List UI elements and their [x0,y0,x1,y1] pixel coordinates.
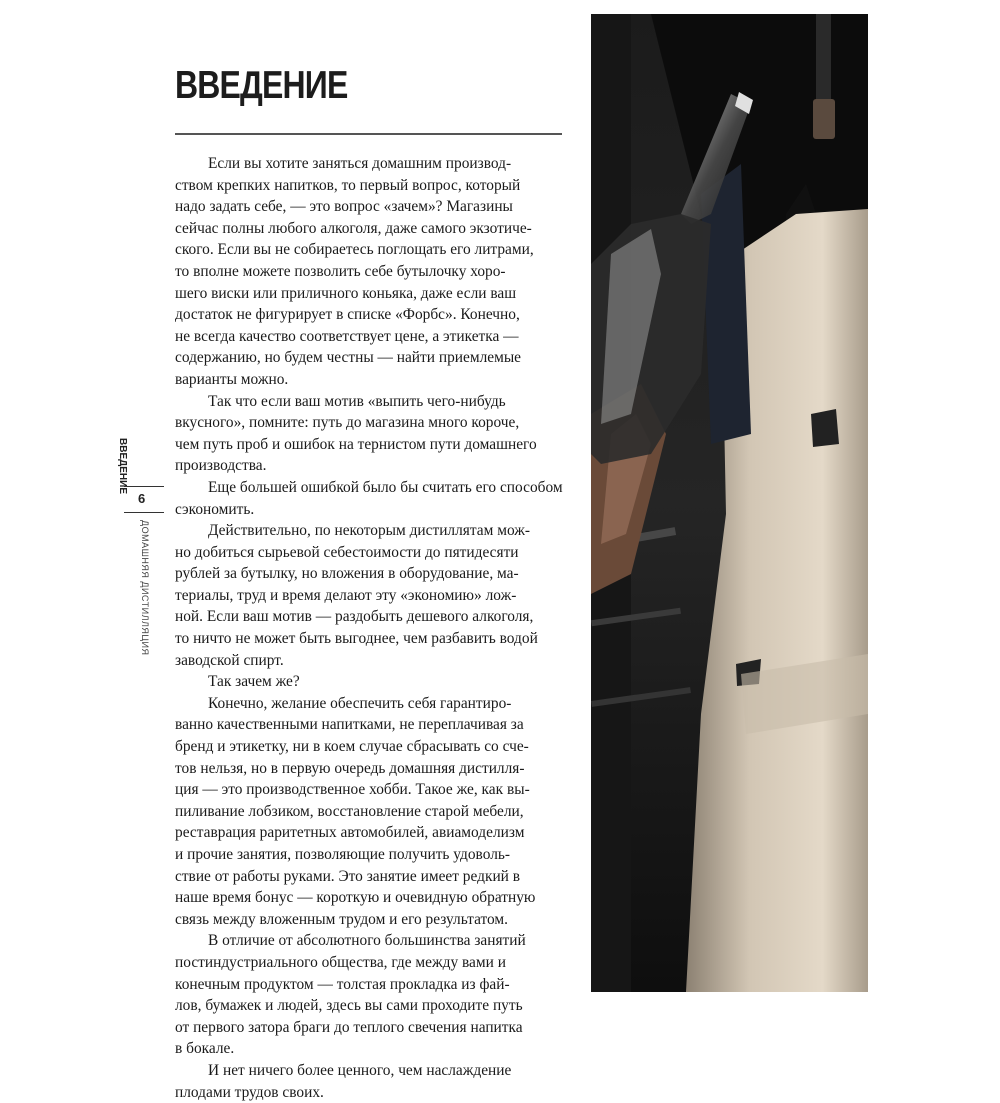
text-line: заводской спирт. [175,651,284,669]
text-line: сэкономить. [175,500,255,518]
text-line: то ничто не может быть выгоднее, чем разбавить водой [175,630,538,648]
text-line: пиливание лобзиком, восстановление старой мебели, [175,802,524,820]
text-line: ной. Если ваш мотив — раздобыть дешевого алкоголя, [175,608,534,626]
text-line: и прочие занятия, позволяющие получить удоволь- [175,846,511,863]
text-line: рублей за бутылку, но вложения в оборудование, ма- [175,565,519,583]
text-line: плодами трудов своих. [175,1083,324,1101]
margin-book-title: ДОМАШНЯЯ ДИСТИЛЛЯЦИЯ [140,520,150,656]
text-line: ция — это производственное хобби. Такое же, как вы- [175,781,530,799]
text-line: достаток не фигурирует в списке «Форбс». Конечно, [175,306,520,324]
title-divider [175,133,562,135]
text-line: конечным продуктом — толстая прокладка из фай- [175,975,510,993]
page-title: ВВЕДЕНИЕ [175,64,348,107]
margin-divider [124,486,164,487]
text-line: ского. Если вы не собираетесь поглощать его литрами, [175,241,534,259]
text-line: Действительно, по некоторым дистиллятам мож- [208,522,531,540]
text-line: в бокале. [175,1040,235,1058]
text-line: Если вы хотите заняться домашним производ- [208,155,512,172]
text-line: вкусного», помните: путь до магазина много короче, [175,414,520,432]
text-line: Еще большей ошибкой было бы считать его способом [208,478,563,496]
text-line: тов нельзя, но в первую очередь домашняя дистилля- [175,759,525,777]
text-line: И нет ничего более ценного, чем наслаждение [208,1061,512,1079]
text-line: варианты можно. [175,370,289,388]
text-line: лов, бумажек и людей, здесь вы сами проходите путь [175,997,523,1015]
text-line: наше время бонус — короткую и очевидную обратную [175,889,536,907]
text-line: но добиться сырьевой себестоимости до пятидесяти [175,543,519,561]
text-line: содержанию, но будем честны — найти приемлемые [175,349,522,367]
text-line: шего виски или приличного коньяка, даже если ваш [175,284,517,302]
text-line: сейчас полны любого алкоголя, даже самого экзотиче- [175,219,532,237]
text-line: то вполне можете позволить себе бутылочку хоро- [175,262,506,280]
text-line: ством крепких напитков, то первый вопрос, который [175,176,521,194]
page-number: 6 [138,491,146,506]
text-line: чем путь проб и ошибок на тернистом пути домашнего [175,435,537,453]
text-line: реставрация раритетных автомобилей, авиамоделизм [175,824,525,842]
text-line: Конечно, желание обеспечить себя гарантиро- [208,694,512,712]
margin-tab [117,438,164,656]
margin-divider [124,512,164,513]
text-line: бренд и этикетку, ни в коем случае сбрасывать со сче- [175,738,529,756]
body-text [175,153,566,1103]
text-line: от первого затора браги до теплого свечения напитка [175,1018,523,1036]
bartender-photo [591,14,868,992]
text-line: териалы, труд и время делают эту «экономию» лож- [175,586,517,604]
text-line: постиндустриального общества, где между вами и [175,953,506,971]
text-line: связь между вложенным трудом и его результатом. [175,910,509,928]
text-line: ванно качественными напитками, не переплачивая за [175,716,524,734]
text-line: ствие от работы руками. Это занятие имеет редкий в [175,867,521,885]
text-line: надо задать себе, — это вопрос «зачем»? Магазины [175,198,513,216]
margin-section-label: ВВЕДЕНИЕ [117,438,128,494]
bartender-apron-bottle-photo-icon [591,14,868,992]
text-line: Так зачем же? [208,673,300,691]
text-line: Так что если ваш мотив «выпить чего-нибудь [208,392,506,410]
text-line: В отличие от абсолютного большинства занятий [208,932,526,950]
text-line: производства. [175,457,267,475]
text-line: не всегда качество соответствует цене, а этикетка — [175,327,519,345]
